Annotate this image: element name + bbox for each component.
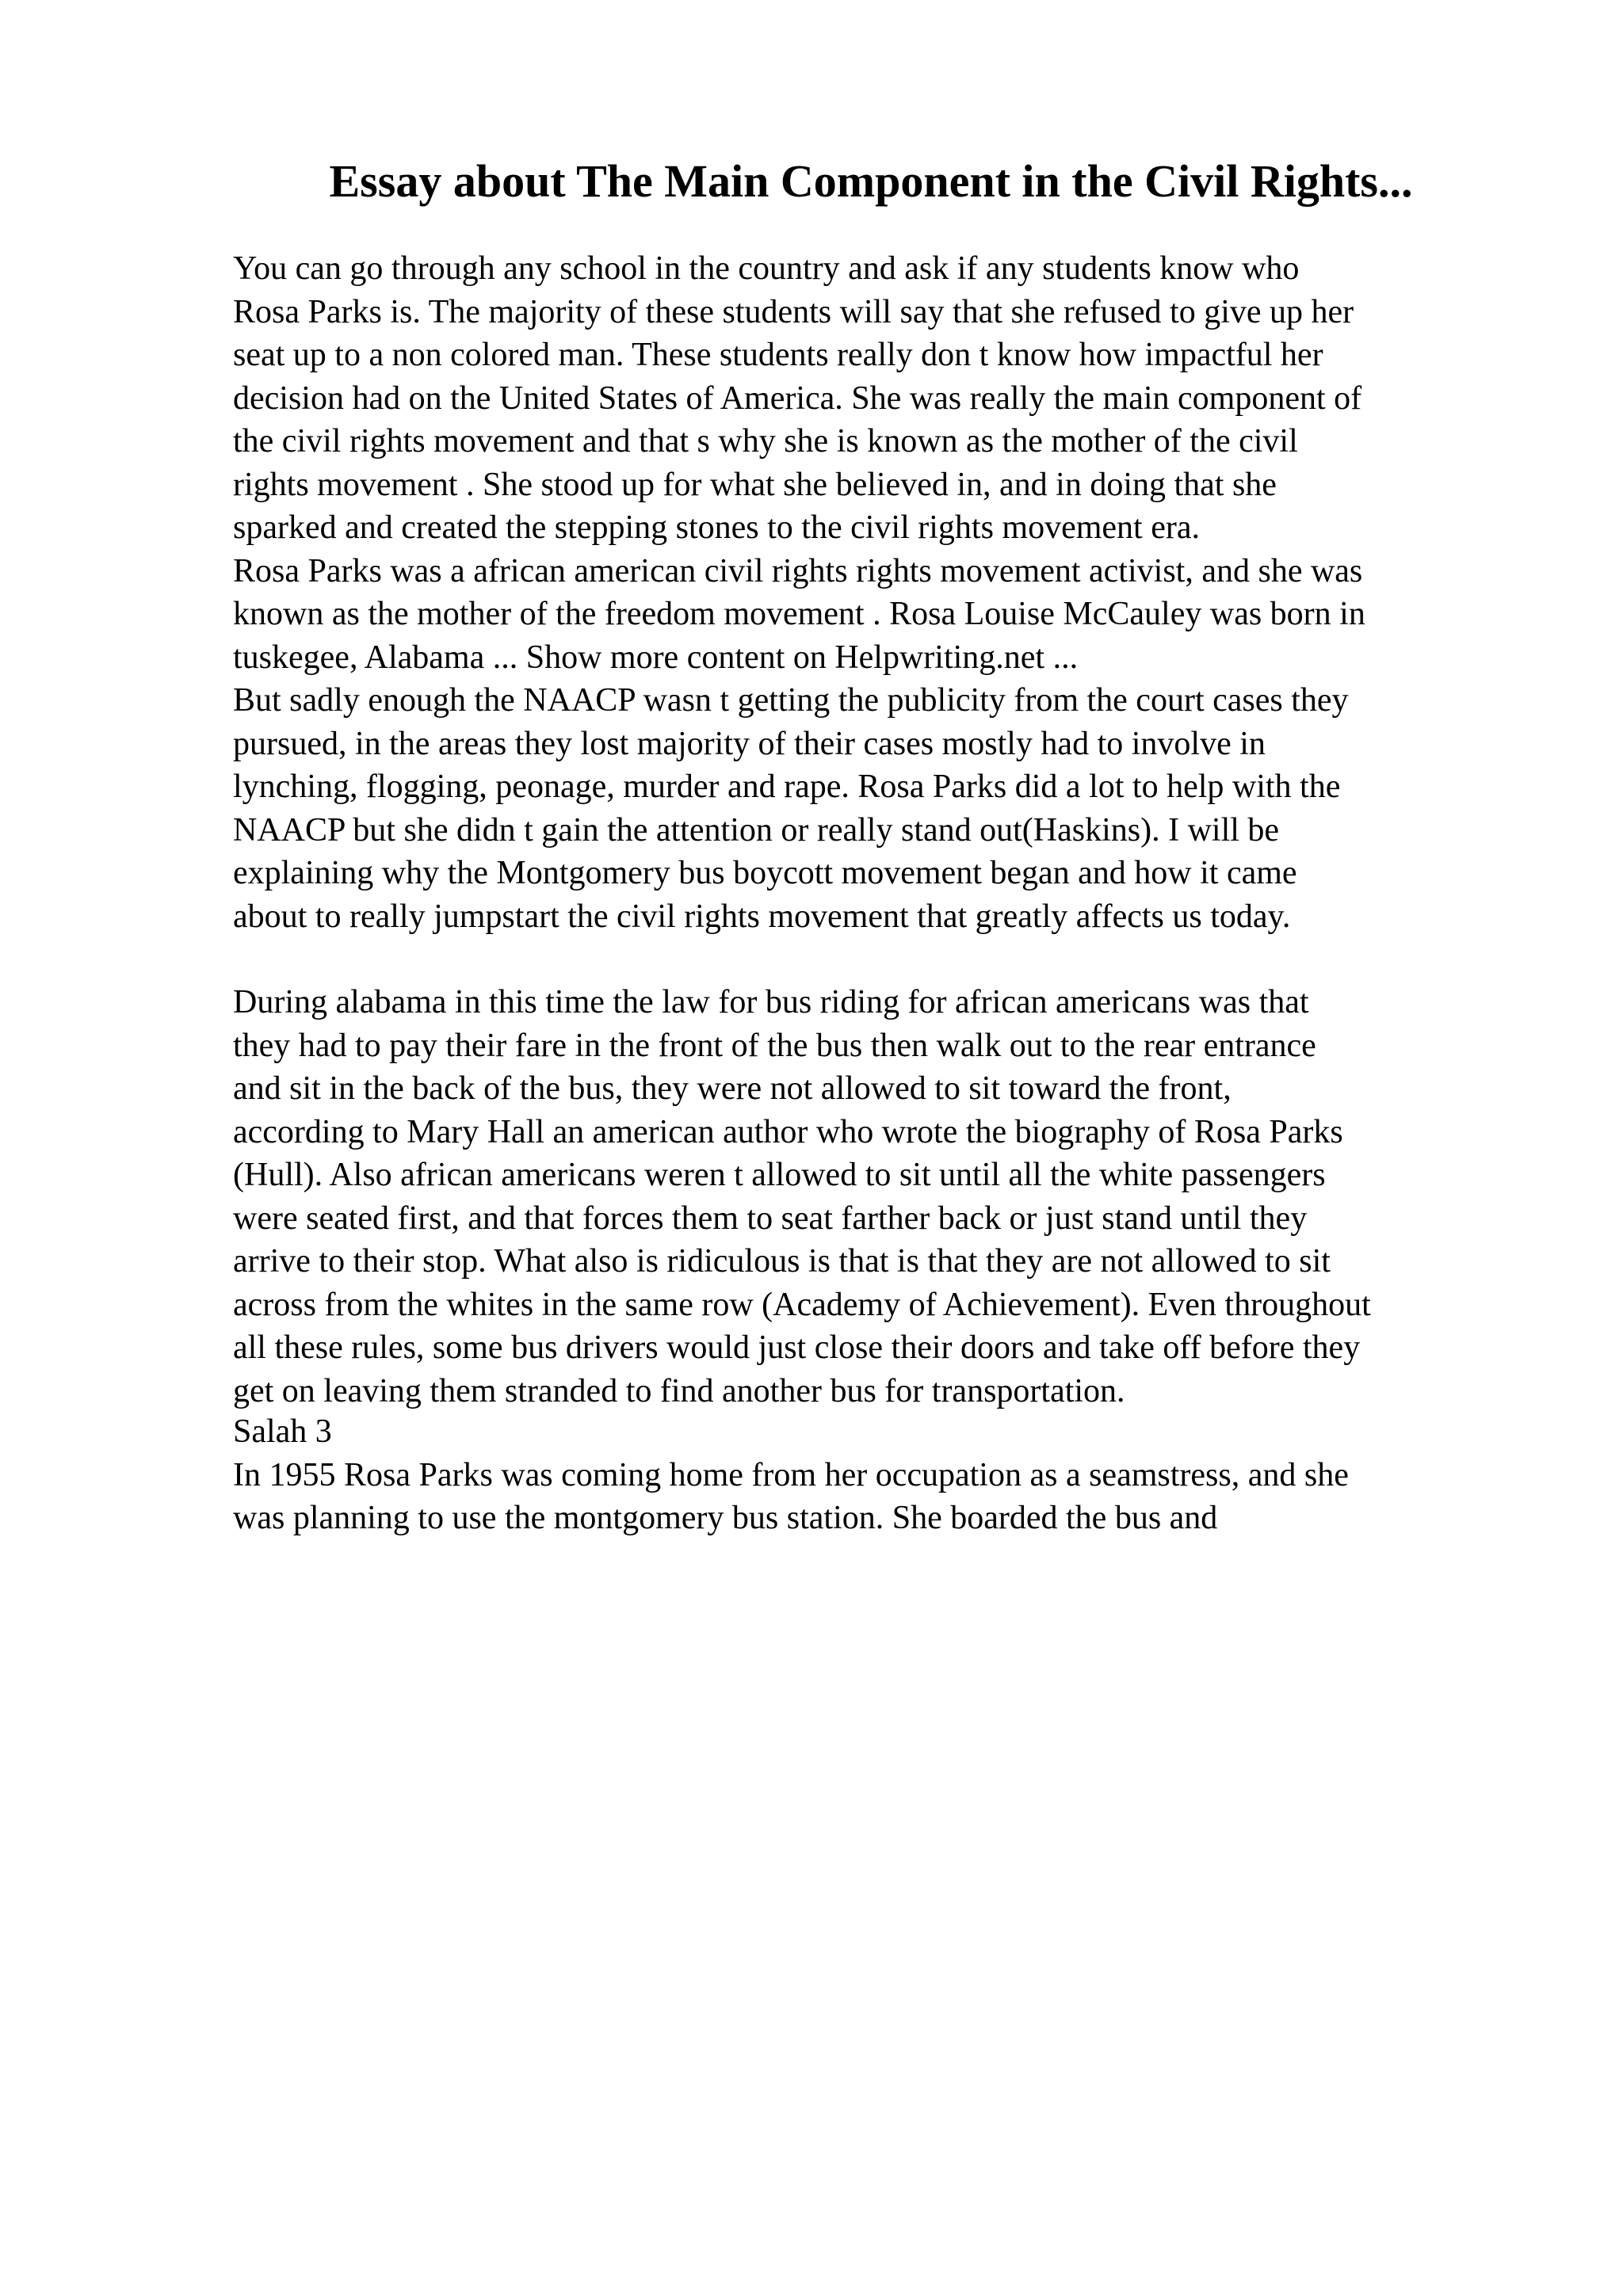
text-line: known as the mother of the freedom movement . Rosa Louise McCauley was born in: [233, 596, 1365, 632]
text-line: In 1955 Rosa Parks was coming home from her occupation as a seamstress, and she: [233, 1456, 1349, 1493]
text-line: seat up to a non colored man. These students really don t know how impactful her: [233, 337, 1323, 373]
text-line: sparked and created the stepping stones to the civil rights movement era.: [233, 509, 1200, 546]
page-header-label: Salah 3: [233, 1413, 332, 1450]
text-line: During alabama in this time the law for bus riding for african americans was that: [233, 984, 1309, 1020]
text-line: rights movement . She stood up for what she believed in, and in doing that she: [233, 466, 1277, 503]
text-line: arrive to their stop. What also is ridiculous is that is that they are not allowed to sit: [233, 1243, 1331, 1280]
text-line: decision had on the United States of America. She was really the main component of: [233, 379, 1362, 417]
page-title: Essay about The Main Component in the Civil Rights...: [329, 155, 1413, 207]
text-line: NAACP but she didn t gain the attention or really stand out(Haskins). I will be: [233, 811, 1280, 849]
paragraph-block-intro: [233, 247, 1517, 938]
text-line: the civil rights movement and that s why she is known as the mother of the civil: [233, 423, 1298, 460]
text-line: across from the whites in the same row (Academy of Achievement). Even throughout: [233, 1286, 1371, 1323]
text-line: were seated first, and that forces them to seat farther back or just stand until they: [233, 1199, 1308, 1237]
text-line: Rosa Parks was a african american civil rights rights movement activist, and she was: [233, 552, 1363, 589]
text-line: pursued, in the areas they lost majority of their cases mostly had to involve in: [233, 725, 1266, 762]
text-line: (Hull). Also african americans weren t allowed to sit until all the white passengers: [233, 1157, 1326, 1193]
paragraph-block-bus-law: [233, 981, 1517, 1413]
text-line: they had to pay their fare in the front of the bus then walk out to the rear entrance: [233, 1027, 1316, 1064]
text-line: about to really jumpstart the civil rights movement that greatly affects us today.: [233, 898, 1291, 935]
text-line: get on leaving them stranded to find another bus for transportation.: [233, 1372, 1125, 1409]
text-line: and sit in the back of the bus, they were not allowed to sit toward the front,: [233, 1070, 1232, 1107]
text-line: You can go through any school in the country and ask if any students know who: [233, 250, 1300, 287]
text-line: all these rules, some bus drivers would just close their doors and take off before they: [233, 1329, 1361, 1366]
paragraph-block-1955: [233, 1410, 1517, 1540]
text-line: tuskegee, Alabama ... Show more content on Helpwriting.net ...: [233, 639, 1079, 676]
text-line: explaining why the Montgomery bus boycott movement began and how it came: [233, 855, 1297, 891]
text-line: Rosa Parks is. The majority of these students will say that she refused to give up her: [233, 293, 1354, 330]
text-line: But sadly enough the NAACP wasn t getting the publicity from the court cases they: [233, 682, 1349, 719]
text-line: lynching, flogging, peonage, murder and rape. Rosa Parks did a lot to help with the: [233, 769, 1341, 805]
text-line: according to Mary Hall an american author who wrote the biography of Rosa Parks: [233, 1113, 1343, 1150]
text-line: was planning to use the montgomery bus station. She boarded the bus and: [233, 1500, 1218, 1536]
